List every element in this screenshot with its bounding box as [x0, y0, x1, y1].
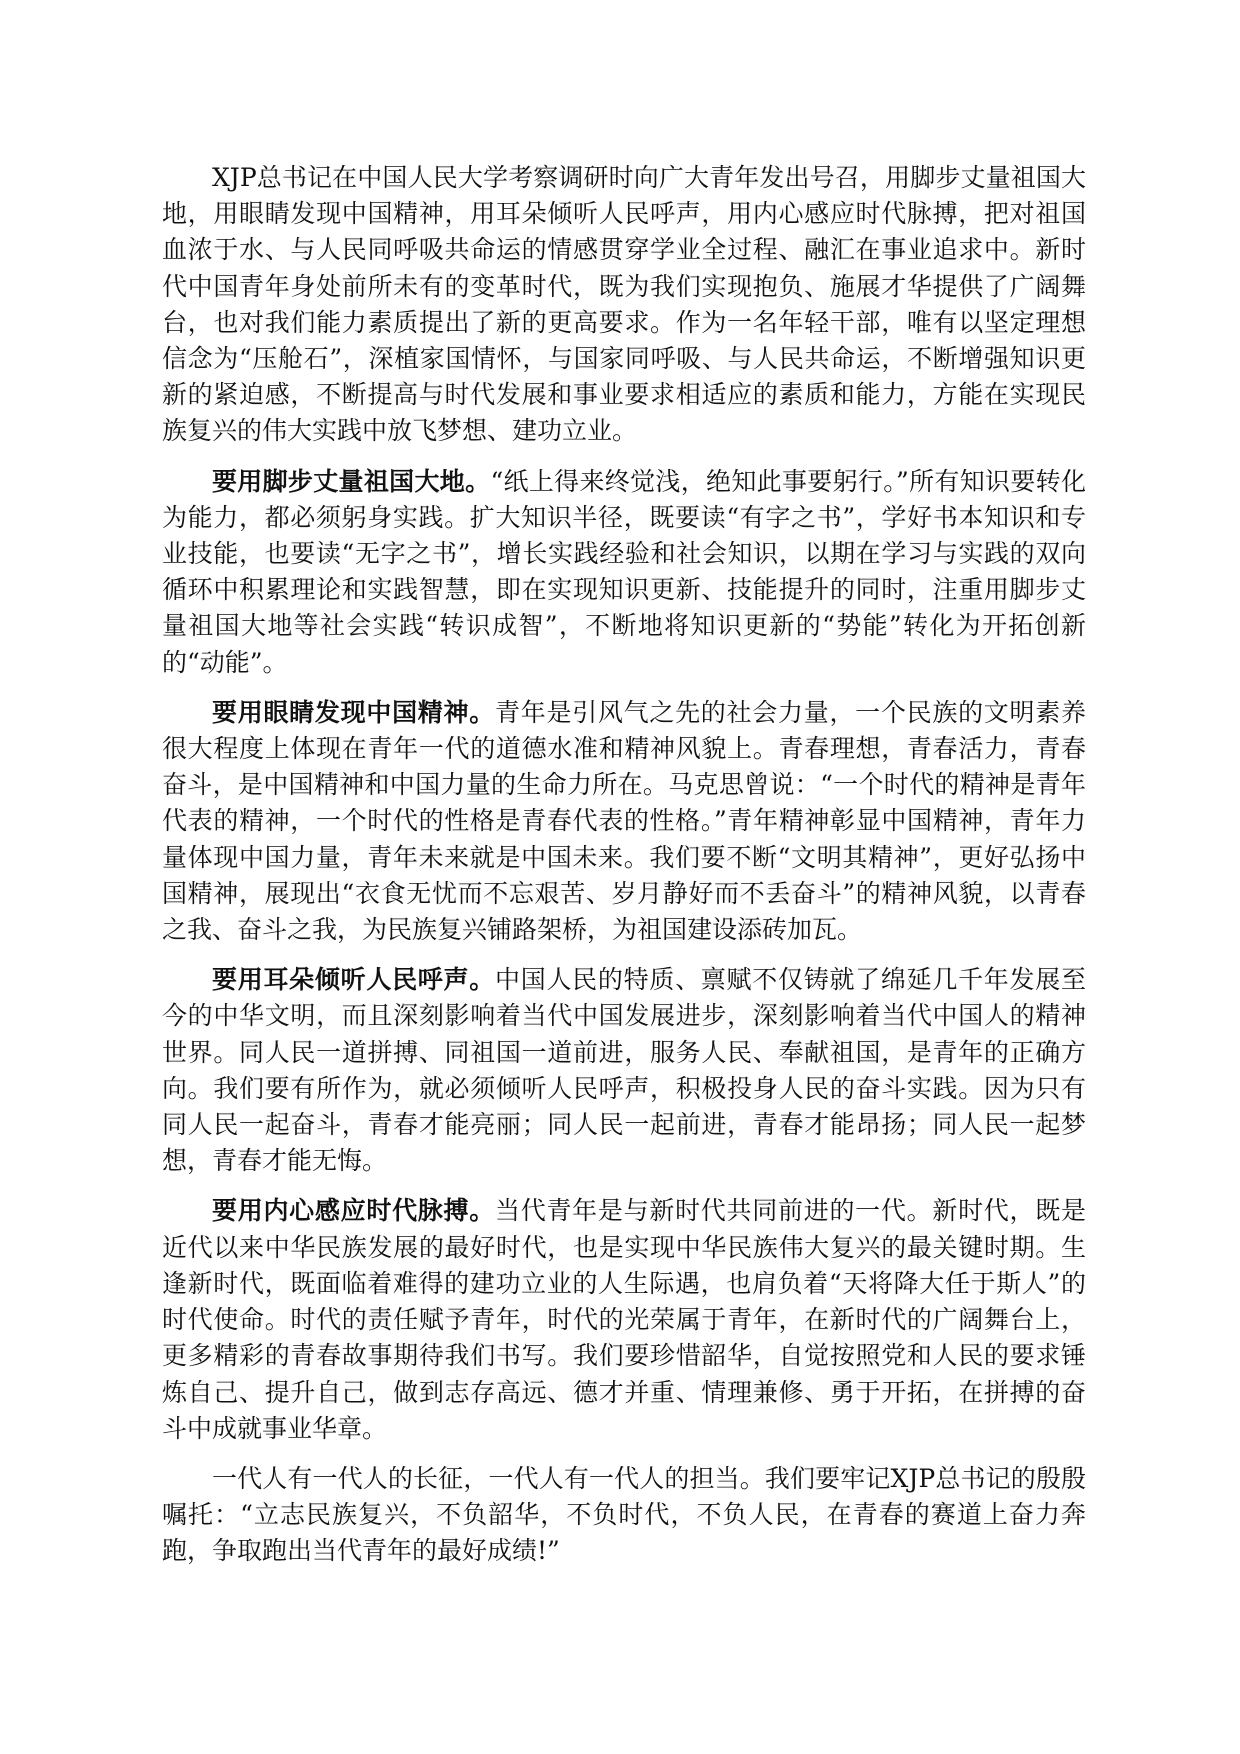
section-paragraph-eyes: [162, 695, 1086, 948]
section-body-heart: 当代青年是与新时代共同前进的一代。新时代，既是近代以来中华民族发展的最好时代，也是实现中华民族伟大复兴的最关键时期。生逢新时代，既面临着难得的建功立业的人生际遇，也肩负着“天将降大任于斯人”的时代使命。时代的责任赋予青年，时代的光荣属于青年，在新时代的广阔舞台上，更多精彩的青春故事期待我们书写。我们要珍惜韶华，自觉按照党和人民的要求锤炼自己、提升自己，做到志存高远、德才并重、情理兼修、勇于开拓，在拼搏的奋斗中成就事业华章。: [162, 1196, 1086, 1443]
section-body-footsteps: “纸上得来终觉浅，绝知此事要躬行。”所有知识要转化为能力，都必须躬身实践。扩大知识半径，既要读“有字之书”，学好书本知识和专业技能，也要读“无字之书”，增长实践经验和社会知识，以期在学习与实践的双向循环中积累理论和实践智慧，即在实现知识更新、技能提升的同时，注重用脚步丈量祖国大地等社会实践“转识成智”，不断地将知识更新的“势能”转化为开拓创新的“动能”。: [162, 466, 1086, 677]
section-heading-footsteps: 要用脚步丈量祖国大地。: [212, 466, 491, 496]
section-heading-eyes: 要用眼睛发现中国精神。: [212, 697, 495, 727]
section-paragraph-footsteps: [162, 464, 1086, 681]
section-body-eyes: 青年是引风气之先的社会力量，一个民族的文明素养很大程度上体现在青年一代的道德水准和精神风貌上。青春理想，青春活力，青春奋斗，是中国精神和中国力量的生命力所在。马克思曾说：“一个时代的精神是青年代表的精神，一个时代的性格是青春代表的性格。”青年精神彰显中国精神，青年力量体现中国力量，青年未来就是中国未来。我们要不断“文明其精神”，更好弘扬中国精神，展现出“衣食无忧而不忘艰苦、岁月静好而不丢奋斗”的精神风貌，以青春之我、奋斗之我，为民族复兴铺路架桥，为祖国建设添砖加瓦。: [162, 697, 1086, 945]
section-heading-heart: 要用内心感应时代脉搏。: [212, 1196, 495, 1226]
closing-paragraph: 一代人有一代人的长征，一代人有一代人的担当。我们要牢记XJP总书记的殷殷嘱托：“立志民族复兴，不负韶华，不负时代，不负人民，在青春的赛道上奋力奔跑，争取跑出当代青年的最好成绩!”: [162, 1463, 1086, 1566]
document-page: [162, 160, 1086, 1584]
section-paragraph-heart: [162, 1193, 1086, 1446]
section-body-ears: 中国人民的特质、禀赋不仅铸就了绵延几千年发展至今的中华文明，而且深刻影响着当代中国发展进步，深刻影响着当代中国人的精神世界。同人民一道拼搏、同祖国一道前进，服务人民、奉献祖国，是青年的正确方向。我们要有所作为，就必须倾听人民呼声，积极投身人民的奋斗实践。因为只有同人民一起奋斗，青春才能亮丽；同人民一起前进，青春才能昂扬；同人民一起梦想，青春才能无悔。: [162, 965, 1086, 1176]
section-paragraph-ears: [162, 962, 1086, 1179]
intro-paragraph: XJP总书记在中国人民大学考察调研时向广大青年发出号召，用脚步丈量祖国大地，用眼睛发现中国精神，用耳朵倾听人民呼声，用内心感应时代脉搏，把对祖国血浓于水、与人民同呼吸共命运的情感贯穿学业全过程、融汇在事业追求中。新时代中国青年身处前所未有的变革时代，既为我们实现抱负、施展才华提供了广阔舞台，也对我们能力素质提出了新的更高要求。作为一名年轻干部，唯有以坚定理想信念为“压舱石”，深植家国情怀，与国家同呼吸、与人民共命运，不断增强知识更新的紧迫感，不断提高与时代发展和事业要求相适应的素质和能力，方能在实现民族复兴的伟大实践中放飞梦想、建功立业。: [162, 163, 1086, 446]
section-heading-ears: 要用耳朵倾听人民呼声。: [212, 965, 495, 995]
